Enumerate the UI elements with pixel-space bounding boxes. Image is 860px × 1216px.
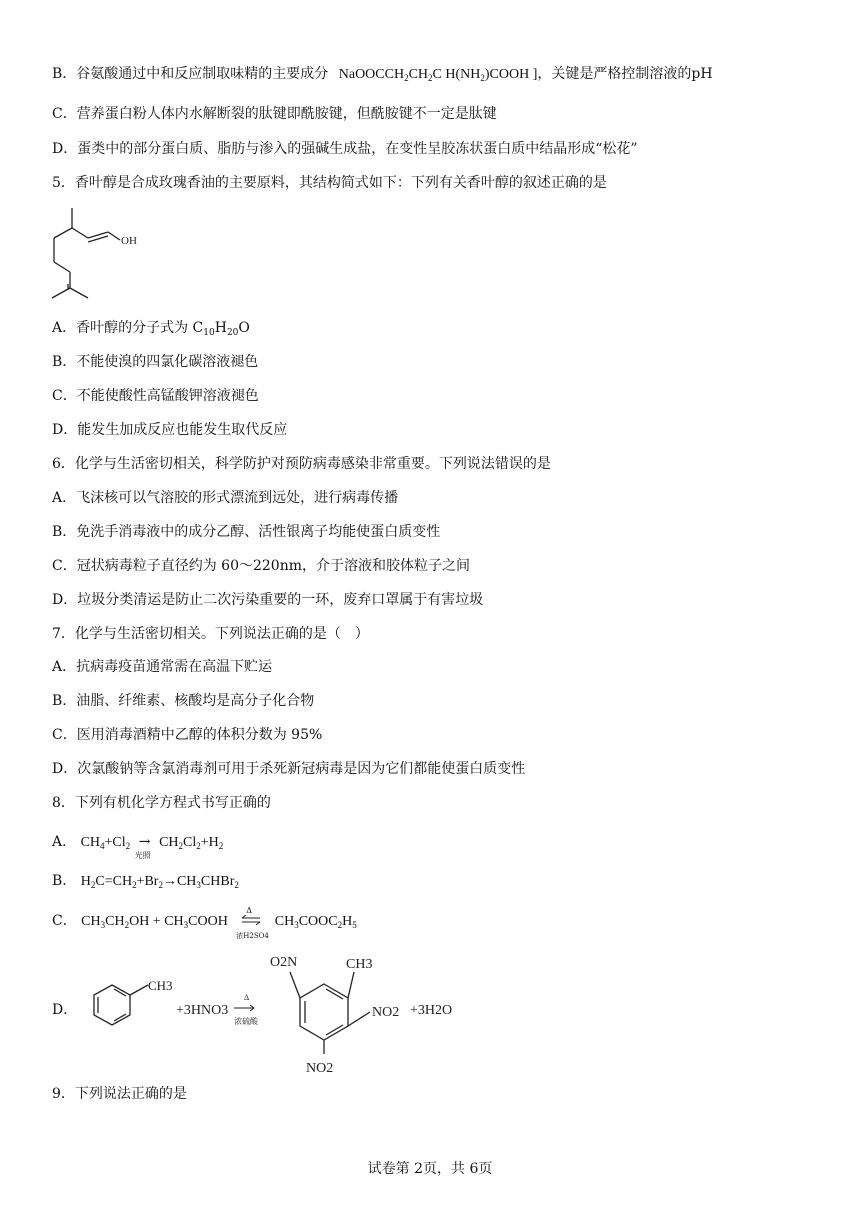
nitro-group-label: O2N <box>270 955 298 970</box>
equation-b: $H_2C=CH_2+Br_2\to CH_3CHBr_2$ <box>80 874 239 890</box>
arrow-icon: → <box>138 834 151 850</box>
condition-text: Δ <box>244 993 250 1002</box>
q6-option-a: A．飞沫核可以气溶胶的形式漂流到远处，进行病毒传播 <box>52 490 399 506</box>
q7-option-d: D．次氯酸钠等含氯消毒剂可用于杀死新冠病毒是因为它们都能使蛋白质变性 <box>52 761 526 777</box>
q6-option-c: C．冠状病毒粒子直径约为 60～220nm，介于溶液和胶体粒子之间 <box>52 558 470 574</box>
q8-option-d-label: D． <box>52 1002 78 1018</box>
q4-option-c: C．营养蛋白粉人体内水解断裂的肽键即酰胺键，但酰胺键不一定是肽键 <box>52 106 497 122</box>
q4-option-b-prefix: B．谷氨酸通过中和反应制取味精的主要成分 <box>52 66 329 82</box>
condition-text: 浓H2SO4 <box>236 932 269 940</box>
subscript: 10 <box>203 328 215 338</box>
reversible-arrow-icon <box>240 915 262 925</box>
formula-sub: 2 <box>404 73 409 83</box>
water-product-label: +3H2O <box>410 1003 453 1018</box>
formula-sub: 2 <box>428 73 433 83</box>
equation-c-products: $CH_3COOC_2H_5$ <box>274 914 357 930</box>
formula-part: )COOH ] <box>484 67 538 82</box>
q7-option-a: A．抗病毒疫苗通常需在高温下贮运 <box>52 659 273 675</box>
condition-text: 光照 <box>134 851 151 860</box>
condition-text: Δ <box>246 906 253 915</box>
q8-option-b <box>52 871 239 892</box>
page-footer: 试卷第 2页，共 6页 <box>367 1161 493 1177</box>
formula-part: NaOOCCH <box>338 67 405 82</box>
q4-option-d: D．蛋类中的部分蛋白质、脂肪与渗入的强碱生成盐，在变性呈胶冻状蛋白质中结晶形成“松花” <box>52 141 638 157</box>
condition-text: 浓硫酸 <box>234 1017 258 1026</box>
q6-option-b: B．免洗手消毒液中的成分乙醇、活性银离子均能使蛋白质变性 <box>52 524 441 540</box>
reagent-label: +3HNO3 <box>176 1003 229 1018</box>
equation-a: $CH_4+Cl_2$ <box>80 835 131 851</box>
q8-option-c <box>52 906 357 940</box>
formula-part: CH <box>408 67 429 82</box>
option-label: C． <box>52 913 77 929</box>
methyl-group-label: CH3 <box>148 978 173 993</box>
geraniol-structure <box>44 202 154 306</box>
q6-stem: 6．化学与生活密切相关，科学防护对预防病毒感染非常重要。下列说法错误的是 <box>52 456 551 472</box>
q7-option-c: C．医用消毒酒精中乙醇的体积分数为 95% <box>52 727 323 743</box>
q5-option-a-text: O <box>238 320 250 336</box>
q4-option-b-suffix: ，关键是严格控制溶液的pH <box>537 66 713 82</box>
formula-part: C H(NH <box>432 67 481 82</box>
option-label: B． <box>52 873 77 889</box>
subscript: 20 <box>226 328 239 338</box>
q8-option-a <box>52 832 224 860</box>
nitro-group-label: NO2 <box>306 1061 334 1076</box>
reaction-arrow-c <box>232 906 270 940</box>
q7-option-b: B．油脂、纤维素、核酸均是高分子化合物 <box>52 693 315 709</box>
q5-option-c: C．不能使酸性高锰酸钾溶液褪色 <box>52 388 259 404</box>
methyl-group-label: CH3 <box>346 957 373 972</box>
formula-sub: 2 <box>480 73 485 83</box>
reaction-arrow-a <box>134 832 155 860</box>
glutamate-formula <box>339 67 538 82</box>
q8-stem: 8．下列有机化学方程式书写正确的 <box>52 795 271 811</box>
option-label: A． <box>52 834 77 850</box>
q9-stem: 9．下列说法正确的是 <box>52 1086 187 1102</box>
q5-option-a-text: A．香叶醇的分子式为 C <box>52 320 204 336</box>
q4-option-b <box>52 64 713 85</box>
nitro-group-label: NO2 <box>372 1005 400 1020</box>
q5-option-a <box>52 318 250 338</box>
equation-a-products: $CH_2Cl_2+H_2$ <box>159 835 224 851</box>
q5-stem: 5．香叶醇是合成玫瑰香油的主要原料，其结构简式如下：下列有关香叶醇的叙述正确的是 <box>52 175 607 191</box>
q7-stem: 7．化学与生活密切相关。下列说法正确的是（ ） <box>52 626 369 642</box>
equation-c-reactants: $CH_3CH_2OH$ + $CH_3COOH$ <box>81 914 228 930</box>
q5-option-a-text: H <box>214 320 227 336</box>
toluene-nitration-equation <box>84 948 464 1078</box>
hydroxyl-label: OH <box>121 235 137 247</box>
q5-option-b: B．不能使溴的四氯化碳溶液褪色 <box>52 354 259 370</box>
q5-option-d: D．能发生加成反应也能发生取代反应 <box>52 422 288 438</box>
q6-option-d: D．垃圾分类清运是防止二次污染重要的一环，废弃口罩属于有害垃圾 <box>52 592 484 608</box>
